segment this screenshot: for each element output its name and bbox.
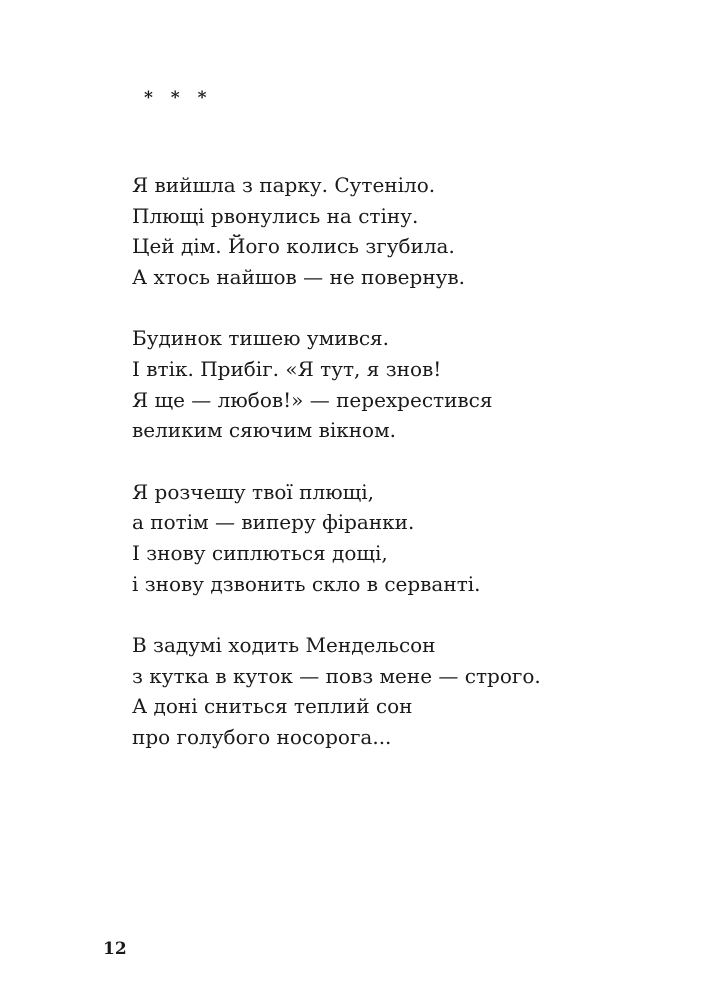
stanza-1 [132,170,692,292]
poem-line: з кутка в куток — повз мене — строго. [132,663,541,688]
poem-line: великим сяючим вікном. [132,418,397,443]
poem-line: про голубого носорога... [132,724,392,749]
poem-line: І знову сиплються дощі, [132,540,388,565]
poem-line: Я розчешу твої плющі, [132,479,374,504]
poem-line: Цей дім. Його колись згубила. [132,234,455,259]
section-ornament: * * * [144,88,213,108]
page-number: 12 [103,939,127,959]
poem-line: а потім — виперу фіранки. [132,510,415,535]
stanza-2 [132,323,692,445]
stanza-4 [132,630,692,752]
poem [132,170,692,784]
poem-line: А доні сниться теплий сон [132,694,413,719]
poem-line: А хтось найшов — не повернув. [132,264,466,289]
poem-line: Плющі рвонулись на стіну. [132,203,419,228]
poem-line: В задумі ходить Мендельсон [132,633,436,658]
poem-line: Я вийшла з парку. Сутеніло. [132,173,436,197]
poem-line: Я ще — любов!» — перехрестився [132,387,493,412]
poem-line: і знову дзвонить скло в серванті. [132,571,481,596]
poem-line: І втік. Прибіг. «Я тут, я знов! [132,356,442,381]
stanza-3 [132,477,692,599]
poem-line: Будинок тишею умився. [132,326,390,351]
